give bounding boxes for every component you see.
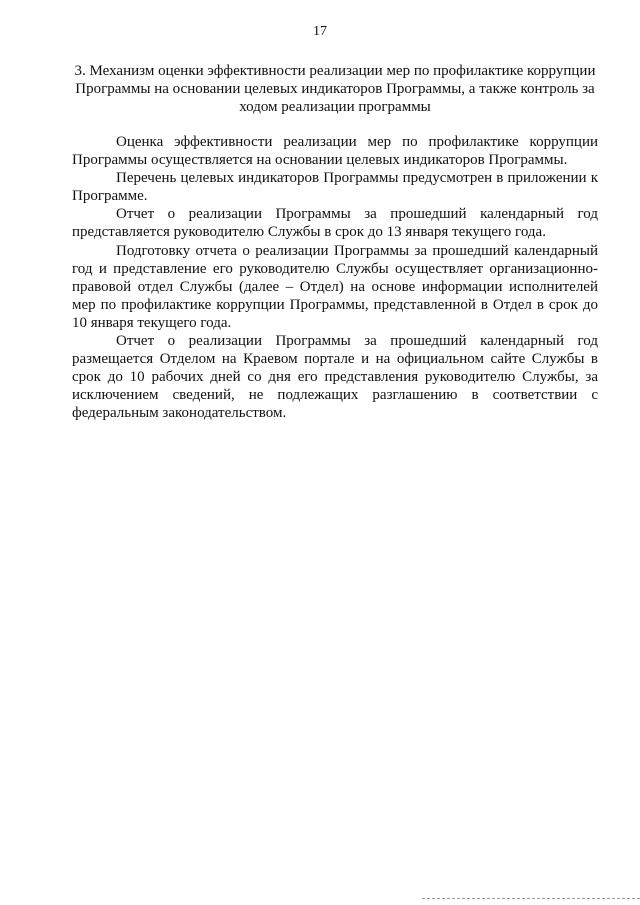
paragraph-report-deadline: Отчет о реализации Программы за прошедший календарный год представляется руководителю Службы в срок до 13 января текущего года. — [72, 206, 598, 241]
section-heading: 3. Механизм оценки эффективности реализации мер по профилактике коррупции Программы на основании целевых индикаторов Программы, а также контроль за ходом реализации программы — [74, 63, 596, 115]
paragraph-evaluation-basis: Оценка эффективности реализации мер по профилактике коррупции Программы осуществляется на основании целевых индикаторов Программы. — [72, 134, 598, 169]
paragraph-indicators-list: Перечень целевых индикаторов Программы предусмотрен в приложении к Программе. — [72, 170, 598, 205]
footer-rule — [422, 898, 640, 899]
paragraph-report-preparation: Подготовку отчета о реализации Программы за прошедший календарный год и представление его руководителю Службы осуществляет организационно-правовой отдел Службы (далее – Отдел) на основе информации исполнителей мер по профилактике коррупции Программы, представленной в Отдел в срок до 10 января текущего года. — [72, 242, 598, 331]
paragraph-report-publication: Отчет о реализации Программы за прошедший календарный год размещается Отделом на Краевом портале и на официальном сайте Службы в срок до 10 рабочих дней со дня его представления руководителю Службы, за исключением сведений, не подлежащих разглашению в соответствии с федеральным законодательством. — [72, 333, 598, 422]
document-body — [72, 133, 598, 423]
page-number: 17 — [313, 24, 327, 39]
